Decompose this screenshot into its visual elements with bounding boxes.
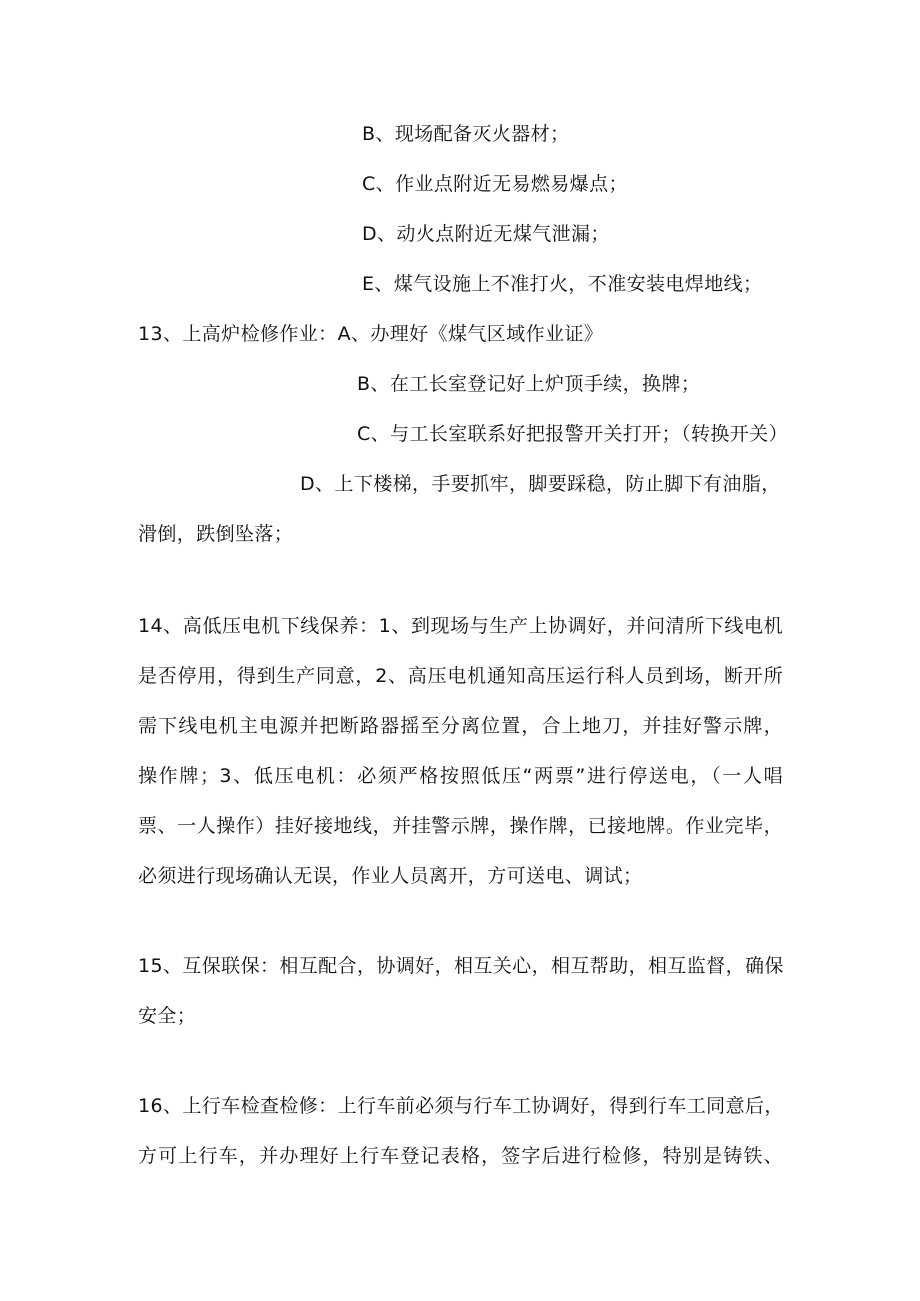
item14-line-1: 14、高低压电机下线保养：1、到现场与生产上协调好，并问清所下线电机	[138, 615, 783, 637]
item12-option-d: D、动火点附近无煤气泄漏；	[362, 223, 610, 245]
item13-option-c: C、与工长室联系好把报警开关打开；（转换开关）	[357, 423, 788, 445]
item12-option-c: C、作业点附近无易燃易爆点；	[362, 173, 628, 195]
item14-line-3: 需下线电机主电源并把断路器摇至分离位置，合上地刀，并挂好警示牌，	[138, 715, 783, 737]
item14-line-2: 是否停用，得到生产同意，2、高压电机通知高压运行科人员到场，断开所	[138, 665, 783, 687]
item16-line-2: 方可上行车，并办理好上行车登记表格，签字后进行检修，特别是铸铁、	[138, 1145, 783, 1167]
item15-line-1: 15、互保联保：相互配合，协调好，相互关心，相互帮助，相互监督，确保	[138, 955, 784, 977]
item13-heading-option-a: 13、上高炉检修作业：A、办理好《煤气区域作业证》	[138, 323, 604, 345]
item13-option-b: B、在工长室登记好上炉顶手续，换牌；	[357, 373, 701, 395]
item12-option-e: E、煤气设施上不准打火，不准安装电焊地线；	[362, 273, 763, 295]
item13-option-d-line2: 滑倒，跌倒坠落；	[138, 523, 294, 545]
item14-line-6: 必须进行现场确认无误，作业人员离开，方可送电、调试；	[138, 865, 643, 887]
item15-line-2: 安全；	[138, 1005, 197, 1027]
item14-line-5: 票、一人操作）挂好接地线，并挂警示牌，操作牌，已接地牌。作业完毕，	[138, 815, 783, 837]
item13-option-d-line1: D、上下楼梯，手要抓牢，脚要踩稳，防止脚下有油脂，	[300, 473, 781, 495]
item14-line-4: 操作牌；3、低压电机：必须严格按照低压“两票”进行停送电，（一人唱	[138, 765, 783, 787]
item12-option-b: B、现场配备灭火器材；	[362, 123, 570, 145]
item16-line-1: 16、上行车检查检修：上行车前必须与行车工协调好，得到行车工同意后，	[138, 1095, 784, 1117]
